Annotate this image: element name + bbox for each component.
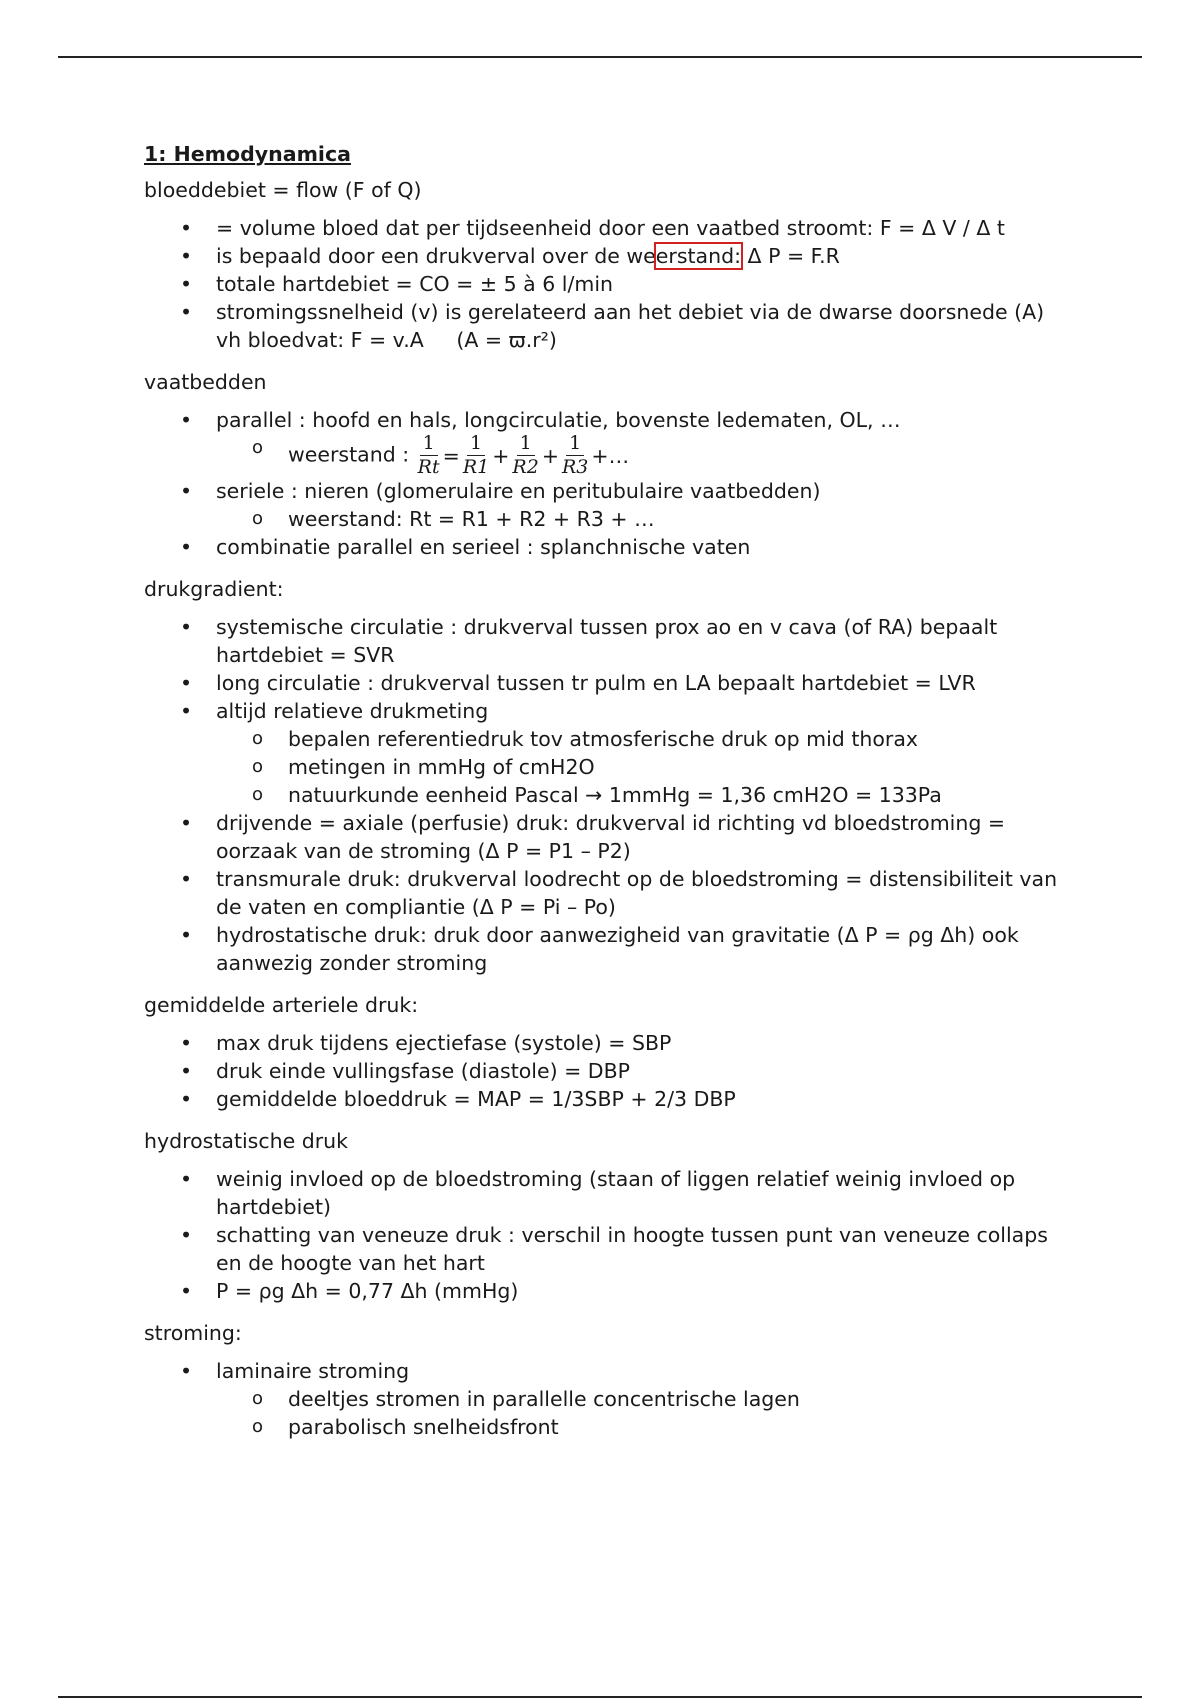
formula-tail: +… — [591, 443, 630, 468]
list-item — [144, 242, 1064, 270]
highlight-box: erstand: — [655, 244, 742, 268]
fraction — [512, 434, 538, 477]
fraction-denominator: R3 — [562, 456, 589, 478]
plus-sign: + — [541, 443, 559, 468]
sub-list-item: o deeltjes stromen in parallelle concentrische lagen — [216, 1385, 1064, 1413]
sub-list — [216, 725, 1064, 809]
fraction-numerator: 1 — [566, 434, 584, 456]
list-item: • transmurale druk: drukverval loodrecht op de bloedstroming = distensibiliteit van de vaten en compliantie (Δ P = Pi – Po) — [144, 865, 1064, 921]
fraction — [562, 434, 588, 477]
list-item — [144, 1357, 1064, 1441]
section-heading-debiet: bloeddebiet = flow (F of Q) — [144, 178, 422, 202]
sub-list — [216, 434, 1064, 477]
stroming-list — [144, 1357, 1064, 1441]
sub-list-item: o weerstand: Rt = R1 + R2 + R3 + … — [216, 505, 1064, 533]
list-item-text: altijd relatieve drukmeting — [216, 699, 489, 723]
list-item-text: parallel : hoofd en hals, longcirculatie, bovenste ledematen, OL, … — [216, 408, 901, 432]
fraction-denominator: Rt — [417, 456, 440, 478]
list-item-text: laminaire stroming — [216, 1359, 410, 1383]
list-item: • weinig invloed op de bloedstroming (staan of liggen relatief weinig invloed op hartdebiet) — [144, 1165, 1064, 1221]
list-item: • schatting van veneuze druk : verschil in hoogte tussen punt van veneuze collaps en de hoogte van het hart — [144, 1221, 1064, 1277]
text-fragment: is bepaald door een drukverval over de we — [216, 244, 656, 268]
fraction-numerator: 1 — [420, 434, 438, 456]
page-title: 1: Hemodynamica — [144, 142, 351, 166]
sub-list-item: o bepalen referentiedruk tov atmosferische druk op mid thorax — [216, 725, 1064, 753]
list-item: • max druk tijdens ejectiefase (systole) = SBP — [144, 1029, 1064, 1057]
debiet-list — [144, 214, 1064, 354]
sub-list — [216, 505, 1064, 533]
text-fragment: Δ P = F.R — [741, 244, 840, 268]
footer-rule — [58, 1696, 1142, 1698]
list-item: • gemiddelde bloeddruk = MAP = 1/3SBP + 2/3 DBP — [144, 1085, 1064, 1113]
fraction — [463, 434, 489, 477]
sub-list — [216, 1385, 1064, 1441]
list-item: • combinatie parallel en serieel : splanchnische vaten — [144, 533, 1064, 561]
plus-sign: + — [492, 443, 510, 468]
section-heading-hydro: hydrostatische druk — [144, 1129, 349, 1153]
list-item: • drijvende = axiale (perfusie) druk: drukverval id richting vd bloedstroming = oorzaak van de stroming (Δ P = P1 – P2) — [144, 809, 1064, 865]
list-item: • stromingssnelheid (v) is gerelateerd aan het debiet via de dwarse doorsnede (A) vh bloedvat: F = v.A (A = ϖ.r²) — [144, 298, 1064, 354]
list-item: • druk einde vullingsfase (diastole) = DBP — [144, 1057, 1064, 1085]
vaatbedden-list — [144, 406, 1064, 561]
list-item: • hydrostatische druk: druk door aanwezigheid van gravitatie (Δ P = ρg Δh) ook aanwezig zonder stroming — [144, 921, 1064, 977]
fraction-denominator: R1 — [462, 456, 490, 478]
equals-sign: = — [442, 443, 460, 468]
list-item: • P = ρg Δh = 0,77 Δh (mmHg) — [144, 1277, 1064, 1305]
fraction — [418, 434, 440, 477]
header-rule — [58, 56, 1142, 58]
section-heading-drukgradient: drukgradient: — [144, 577, 284, 601]
list-item: • totale hartdebiet = CO = ± 5 à 6 l/min — [144, 270, 1064, 298]
list-item — [144, 406, 1064, 477]
list-item: • systemische circulatie : drukverval tussen prox ao en v cava (of RA) bepaalt hartdebiet = SVR — [144, 613, 1064, 669]
map-list — [144, 1029, 1064, 1113]
sub-list-item: o metingen in mmHg of cmH2O — [216, 753, 1064, 781]
document-page — [144, 140, 1064, 1455]
list-item — [144, 477, 1064, 533]
fraction-numerator: 1 — [517, 434, 535, 456]
hydro-list — [144, 1165, 1064, 1305]
section-heading-vaatbedden: vaatbedden — [144, 370, 267, 394]
parallel-resistance-formula — [416, 434, 630, 477]
list-item: • long circulatie : drukverval tussen tr pulm en LA bepaalt hartdebiet = LVR — [144, 669, 1064, 697]
fraction-numerator: 1 — [467, 434, 485, 456]
sub-list-item: o natuurkunde eenheid Pascal → 1mmHg = 1,36 cmH2O = 133Pa — [216, 781, 1064, 809]
drukgradient-list — [144, 613, 1064, 977]
list-item-text: seriele : nieren (glomerulaire en peritubulaire vaatbedden) — [216, 479, 821, 503]
formula-label: weerstand : — [288, 442, 410, 467]
list-item — [144, 697, 1064, 809]
list-item: • = volume bloed dat per tijdseenheid door een vaatbed stroomt: F = Δ V / Δ t — [144, 214, 1064, 242]
sub-list-item: o parabolisch snelheidsfront — [216, 1413, 1064, 1441]
section-heading-map: gemiddelde arteriele druk: — [144, 993, 419, 1017]
fraction-denominator: R2 — [512, 456, 539, 478]
section-heading-stroming: stroming: — [144, 1321, 242, 1345]
sub-list-item — [216, 434, 1064, 477]
